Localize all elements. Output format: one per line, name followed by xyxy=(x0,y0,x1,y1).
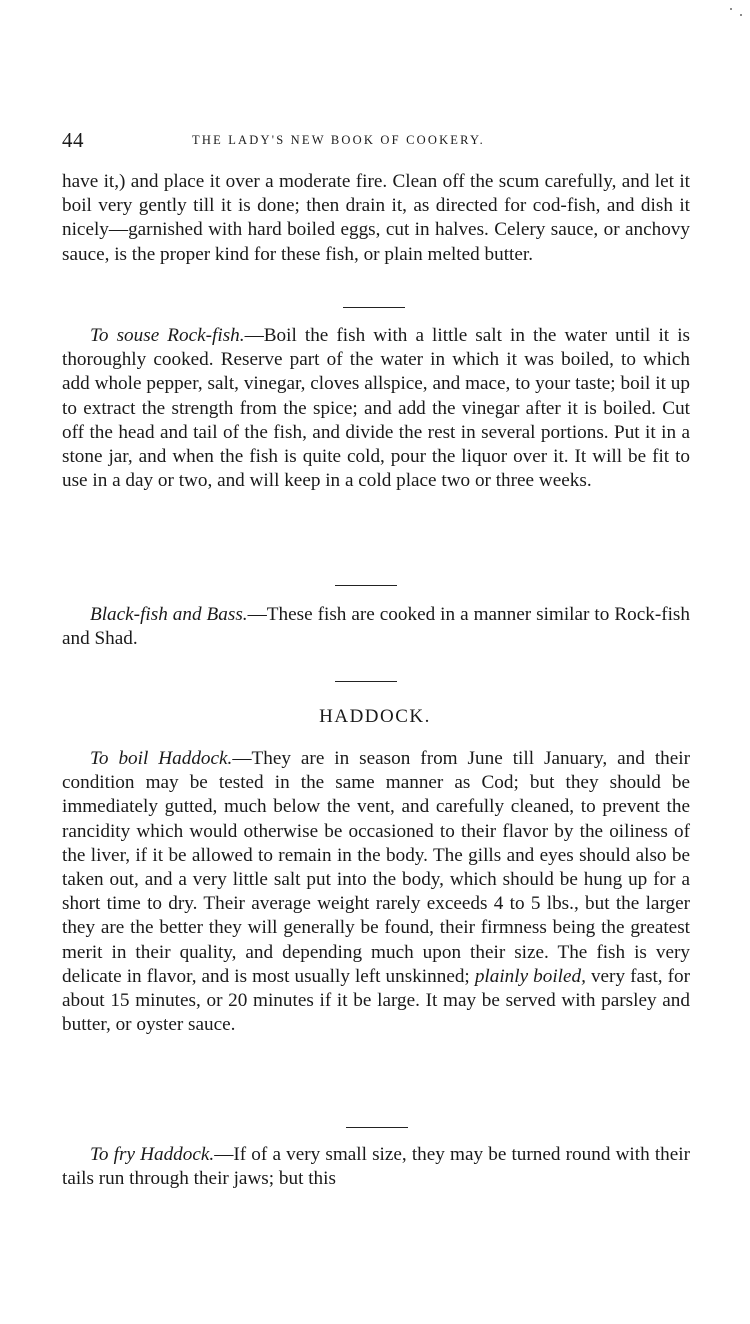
section-divider xyxy=(335,585,397,586)
section-divider xyxy=(346,1127,408,1128)
print-speck xyxy=(730,8,732,10)
recipe-title: Black-fish and Bass. xyxy=(90,604,248,625)
recipe-title: To boil Haddock. xyxy=(90,748,233,769)
paragraph-souse-rockfish xyxy=(62,324,690,493)
section-heading: HADDOCK. xyxy=(319,706,431,727)
page-number: 44 xyxy=(62,128,84,152)
section-divider xyxy=(343,307,405,308)
paragraph-text: —If of a very small size, they may be turned round with their tails run through their jaws; but this xyxy=(62,1144,690,1190)
paragraph-boil-haddock xyxy=(62,747,690,1037)
paragraph-text: very fast, for about 15 minutes, or 20 minutes if it be large. It may be served with parsley and butter, or oyster sauce. xyxy=(62,965,690,1036)
recipe-title: To souse Rock-fish. xyxy=(90,325,245,346)
paragraph-text: —Boil the fish with a little salt in the water until it is thoroughly cooked. Reserve part of the water in which it was boiled, to which add whole pepper, salt, vinegar, cloves allspice, and mace, to your taste; boil it up to extract the strength from the spice; and add the vinegar after it is boiled. Cut off the head and tail of the fish, and divide the rest in several portions. Put it in a stone jar, and when the fish is quite cold, pour the liquor over it. It will be fit to use in a day or two, and will keep in a cold place two or three weeks. xyxy=(62,325,690,492)
emphasis-text: plainly boiled, xyxy=(474,965,586,987)
section-divider xyxy=(335,681,397,682)
paragraph-blackfish-bass xyxy=(62,603,690,651)
paragraph-continued xyxy=(62,170,690,267)
paragraph-text: —These fish are cooked in a manner similar to Rock-fish and Shad. xyxy=(62,604,690,650)
paragraph-fry-haddock xyxy=(62,1143,690,1191)
page-header xyxy=(62,128,692,156)
paragraph-text: —They are in season from June till January, and their condition may be tested in the same manner as Cod; but they should be immediately gutted, much below the vent, and carefully cleaned, to prevent the rancidity which would otherwise be occasioned to their flavor by the oiliness of the liver, if it be allowed to remain in the body. The gills and eyes should also be taken out, and a very little salt put into the body, which should be hung up for a short time to dry. Their average weight rarely exceeds 4 to 5 lbs., but the larger they are the better they will generally be found, their firmness being the greatest merit in their quality, and depending much upon their size. The fish is very delicate in flavor, and is most usually left unskinned; xyxy=(62,748,690,987)
paragraph-text: have it,) and place it over a moderate fire. Clean off the scum carefully, and let it boil very gently till it is done; then drain it, as directed for cod-fish, and dish it nicely—garnished with hard boiled eggs, cut in halves. Celery sauce, or anchovy sauce, is the proper kind for these fish, or plain melted butter. xyxy=(62,171,690,265)
print-speck xyxy=(740,14,742,16)
running-title: THE LADY'S NEW BOOK OF COOKERY. xyxy=(192,133,485,147)
recipe-title: To fry Haddock. xyxy=(90,1144,215,1165)
